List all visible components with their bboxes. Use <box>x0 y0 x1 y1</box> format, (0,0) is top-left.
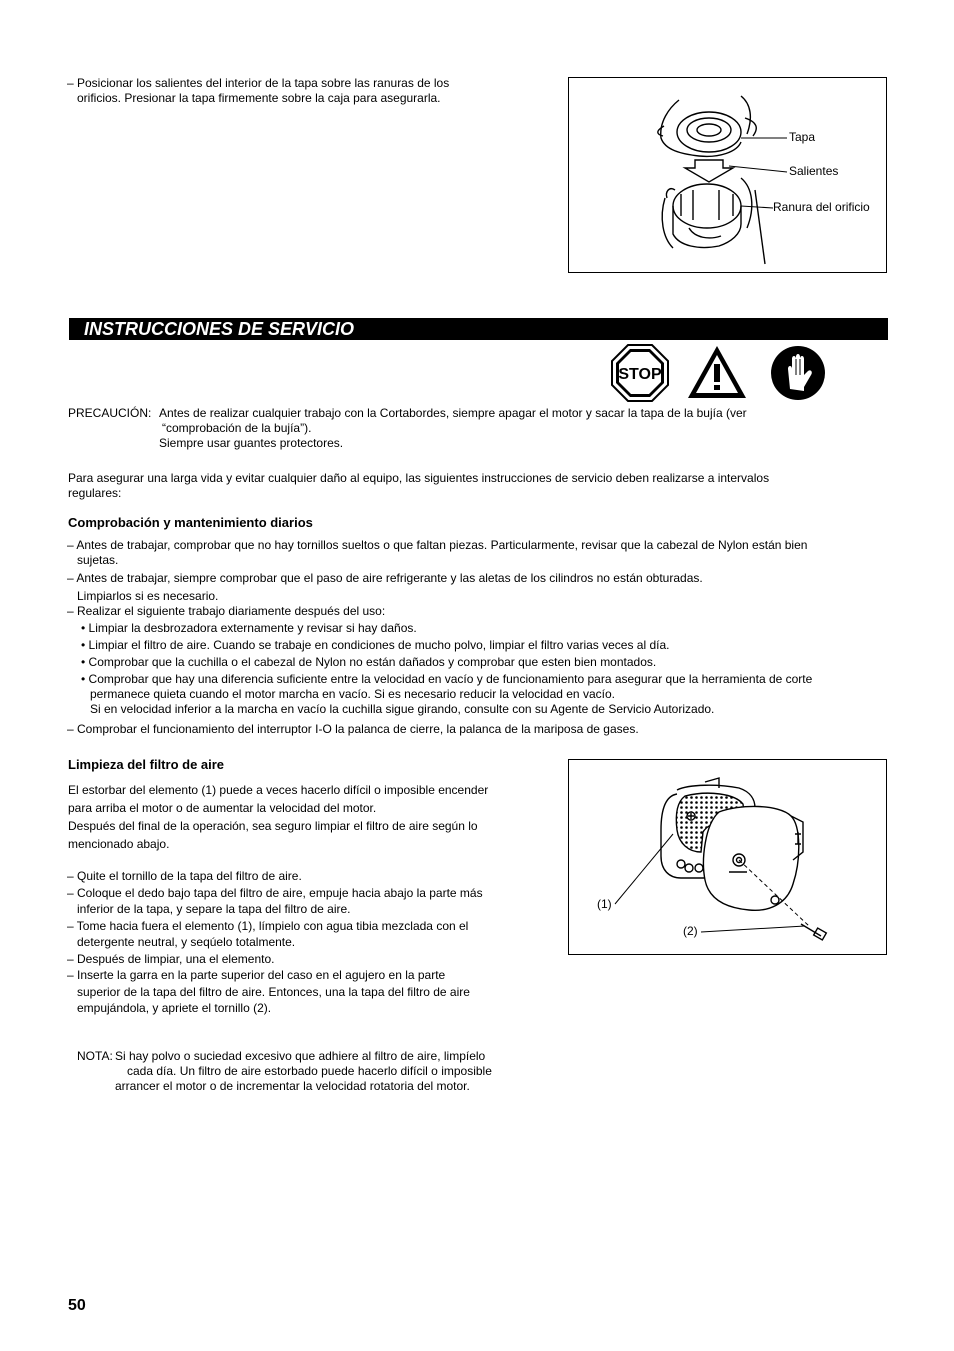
stop-text: STOP <box>618 366 662 383</box>
filter-step2-line2: inferior de la tapa, y separe la tapa del filtro de aire. <box>77 902 351 916</box>
filter-p2: para arriba el motor o de aumentar la velocidad del motor. <box>68 801 377 815</box>
daily-bullet4-line1: • Comprobar que hay una diferencia suficiente entre la velocidad en vacío y de funcionamiento para asegurar que la herramienta de corte <box>81 672 813 686</box>
daily-heading: Comprobación y mantenimiento diarios <box>68 515 313 530</box>
filter-step2-line1: – Coloque el dedo bajo tapa del filtro de aire, empuje hacia abajo la parte más <box>67 885 483 900</box>
label-ranura: Ranura del orificio <box>773 200 870 214</box>
note-line2: cada día. Un filtro de aire estorbado puede hacerlo difícil o imposible <box>127 1064 492 1078</box>
label-screw-2: (2) <box>683 924 698 938</box>
filter-step5-line3: empujándola, y apriete el tornillo (2). <box>77 1001 272 1015</box>
filter-step5-line2: superior de la tapa del filtro de aire. Entonces, una la tapa del filtro de aire <box>77 984 470 999</box>
filter-step4: – Después de limpiar, una el elemento. <box>67 951 275 966</box>
daily-item1-line1: – Antes de trabajar, comprobar que no hay tornillos sueltos o que faltan piezas. Particularmente, revisar que la cabezal de Nylon están bien <box>67 538 808 552</box>
daily-bullet3: • Comprobar que la cuchilla o el cabezal de Nylon no están dañados y comprobar que esten bien montados. <box>81 655 657 669</box>
stop-sign-icon <box>611 344 669 402</box>
label-tapa: Tapa <box>789 130 816 144</box>
label-salientes: Salientes <box>789 164 839 178</box>
daily-item4: – Comprobar el funcionamiento del interruptor I-O la palanca de cierre, la palanca de la mariposa de gases. <box>67 722 639 736</box>
filter-heading: Limpieza del filtro de aire <box>68 757 225 772</box>
filter-p1: El estorbar del elemento (1) puede a veces hacerlo difícil o imposible encender <box>68 783 489 797</box>
filter-steps <box>67 868 547 1017</box>
precaution-label: PRECAUCIÓN: <box>68 406 152 420</box>
daily-list <box>67 538 897 737</box>
figure-air-filter <box>568 759 887 955</box>
top-instruction <box>67 76 547 106</box>
label-element-1: (1) <box>597 897 612 911</box>
top-instruction-line2: orificios. Presionar la tapa firmemente sobre la caja para asegurarla. <box>77 91 441 105</box>
section-title-bar: INSTRUCCIONES DE SERVICIO <box>69 318 888 340</box>
daily-item1-line2: sujetas. <box>77 553 119 567</box>
note-text <box>115 1049 545 1094</box>
daily-item3: – Realizar el siguiente trabajo diariamente después del uso: <box>67 604 386 618</box>
gloves-icon <box>770 345 826 401</box>
note-label: NOTA: <box>77 1049 113 1063</box>
filter-p3: Después del final de la operación, sea seguro limpiar el filtro de aire según lo <box>68 819 478 833</box>
daily-bullet1: • Limpiar la desbrozadora externamente y revisar si hay daños. <box>81 621 417 635</box>
daily-item2-line1: – Antes de trabajar, siempre comprobar que el paso de aire refrigerante y las aletas de los cilindros no están obturadas. <box>67 571 703 585</box>
intro-paragraph <box>68 471 888 501</box>
intro-line1: Para asegurar una larga vida y evitar cualquier daño al equipo, las siguientes instrucciones de servicio deben realizarse a intervalos <box>68 471 770 485</box>
filter-step5-line1: – Inserte la garra en la parte superior del caso en el agujero en la parte <box>67 968 446 982</box>
precaution-line3: Siempre usar guantes protectores. <box>159 436 344 450</box>
note-line1: Si hay polvo o suciedad excesivo que adhiere al filtro de aire, limpíelo <box>115 1049 486 1063</box>
precaution-line2: “comprobación de la bujía”). <box>162 421 312 435</box>
intro-line2: regulares: <box>68 486 122 500</box>
page-number: 50 <box>68 1297 86 1314</box>
filter-step1: – Quite el tornillo de la tapa del filtro de aire. <box>67 869 302 883</box>
daily-bullet4-line2: permanece quieta cuando el motor marcha en vacío. Si es necesario reducir la velocidad en vacío. <box>90 687 615 701</box>
filter-step3-line2: detergente neutral, y seqúelo totalmente. <box>77 935 296 949</box>
daily-item2-line2: Limpiarlos si es necesario. <box>77 589 219 603</box>
air-filter-diagram <box>569 760 886 954</box>
filter-p4: mencionado abajo. <box>68 837 170 851</box>
precaution-text <box>159 406 889 451</box>
top-instruction-line1: – Posicionar los salientes del interior de la tapa sobre las ranuras de los <box>67 76 450 90</box>
precaution-line1: Antes de realizar cualquier trabajo con la Cortabordes, siempre apagar el motor y sacar la tapa de la bujía (ver <box>159 406 747 420</box>
filter-step3-line1: – Tome hacia fuera el elemento (1), límpielo con agua tibia mezclada con el <box>67 918 469 933</box>
daily-bullet2: • Limpiar el filtro de aire. Cuando se trabaje en condiciones de mucho polvo, limpiar el filtro varias veces al día. <box>81 638 670 652</box>
figure-cap-installation <box>568 77 887 273</box>
filter-intro <box>68 781 538 853</box>
note-line3: arrancer el motor o de incrementar la velocidad rotatoria del motor. <box>115 1079 470 1093</box>
warning-triangle-icon <box>686 344 748 400</box>
trimmer-head-cap-diagram <box>569 78 886 272</box>
daily-bullet4-line3: Si en velocidad inferior a la marcha en vacío la cuchilla sigue girando, consulte con su Agente de Servicio Autorizado. <box>90 702 715 716</box>
